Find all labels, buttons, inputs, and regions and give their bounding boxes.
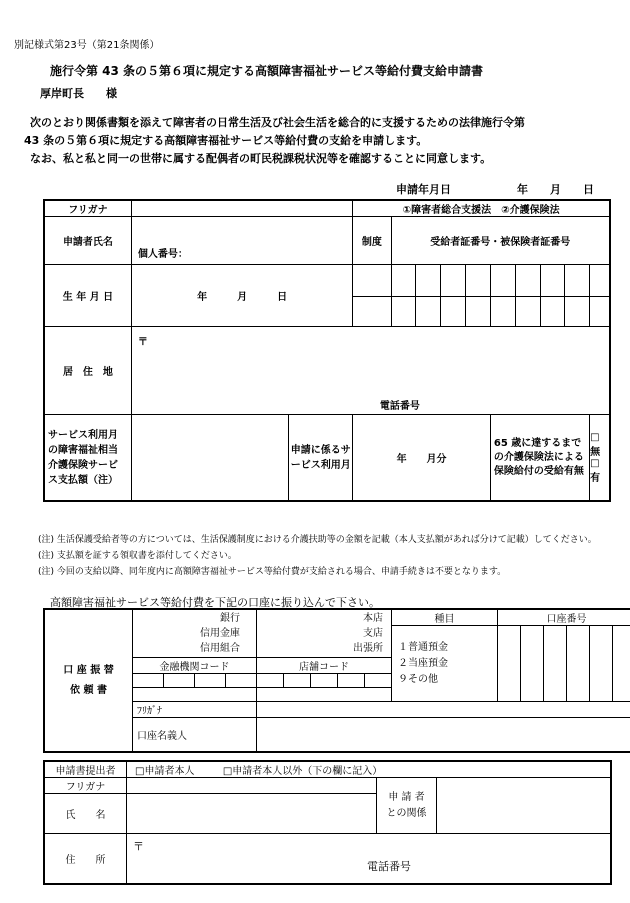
submitter-label: 申請書提出者 <box>45 762 127 778</box>
digit-cell[interactable] <box>391 265 416 297</box>
note-2: (注) 支払額を証する領収書を添付してください。 <box>38 551 237 561</box>
account-digit[interactable] <box>544 626 567 702</box>
bank-code-digit[interactable] <box>195 674 226 688</box>
bank-heading: 高額障害福祉サービス等給付費を下記の口座に振り込んで下さい。 <box>50 596 380 609</box>
dob-label: 生 年 月 日 <box>45 265 132 327</box>
head-office-label: 本店 <box>363 613 384 624</box>
note-3: (注) 今回の支給以降、同年度内に高額障害福祉サービス等給付費が支給される場合、申請手続きは不要となります。 <box>38 567 507 577</box>
holder-furigana-label: ﾌﾘｶﾞﾅ <box>133 702 257 718</box>
submitter-name-field[interactable] <box>127 794 377 834</box>
bank-code-digit[interactable] <box>226 674 257 688</box>
transfer-label: 口 座 振 替 <box>63 664 114 676</box>
intro-line-3: なお、私と私と同一の世帯に属する配偶者の町民税課税状況等を確認することに同意します。 <box>30 152 492 165</box>
digit-cell[interactable] <box>490 265 515 297</box>
relation-label-1: 申 請 者 <box>388 791 425 803</box>
account-number-label: 口座番号 <box>498 610 630 626</box>
addressee: 厚岸町長 様 <box>40 87 117 100</box>
intro-line-1: 次のとおり関係書類を添えて障害者の日常生活及び社会生活を総合的に支援するための法律施行令第 <box>30 116 525 129</box>
applicant-name-label: 申請者氏名 <box>45 217 132 265</box>
digit-cell[interactable] <box>391 297 416 327</box>
age65-label: 65 歳に達するまでの介護保険法による保険給付の受給有無 <box>490 415 589 501</box>
applicant-table <box>44 200 610 501</box>
bank-table <box>44 609 630 752</box>
furigana-field[interactable] <box>131 201 352 217</box>
request-label: 依 頼 書 <box>70 684 107 696</box>
holder-field[interactable] <box>257 718 630 752</box>
savings-option[interactable]: １普通預金 <box>398 641 449 653</box>
submitter-postal-mark: 〒 <box>133 840 144 853</box>
bank-code-digit[interactable] <box>133 674 164 688</box>
relation-label-2: との関係 <box>386 807 427 819</box>
yes-checkbox[interactable]: □有 <box>590 457 601 484</box>
sub-office-label: 出張所 <box>353 643 384 654</box>
digit-cell[interactable] <box>540 297 565 327</box>
system-cell[interactable] <box>353 265 391 297</box>
branch-code-digit[interactable] <box>284 674 311 688</box>
digit-cell[interactable] <box>515 265 540 297</box>
service-amount-label: サービス利用月の障害福祉相当介護保険サービス支払額（注） <box>45 415 132 501</box>
insurance-type-label: ①障害者総合支援法 ②介護保険法 <box>353 201 610 217</box>
branch-code-digit[interactable] <box>311 674 338 688</box>
digit-cell[interactable] <box>590 297 610 327</box>
branch-code-digit[interactable] <box>257 674 284 688</box>
submitter-name-label: 氏 名 <box>45 794 127 834</box>
account-type-options[interactable] <box>392 626 498 702</box>
form-title: 施行令第 43 条の５第６項に規定する高額障害福祉サービス等給付費支給申請書 <box>50 64 484 78</box>
digit-cell[interactable] <box>515 297 540 327</box>
system-label: 制度 <box>353 217 391 265</box>
digit-cell[interactable] <box>590 265 610 297</box>
account-digit[interactable] <box>498 626 521 702</box>
branch-code-digit[interactable] <box>365 674 392 688</box>
intro-line-2: 43 条の５第６項に規定する高額障害福祉サービス等給付費の支給を申請します。 <box>24 134 428 147</box>
bank-label: 銀行 <box>220 613 240 624</box>
address-field[interactable] <box>131 327 609 415</box>
submitter-table <box>44 761 611 884</box>
application-date: 申請年月日 年 月 日 <box>396 183 594 196</box>
account-digit[interactable] <box>567 626 590 702</box>
transfer-request-label <box>45 610 133 752</box>
form-number: 別記様式第23号（第21条関係） <box>14 40 160 51</box>
holder-furigana-field[interactable] <box>257 702 630 718</box>
digit-cell[interactable] <box>466 265 491 297</box>
address-label: 居 住 地 <box>45 327 132 415</box>
branch-code-label: 店舗コード <box>257 658 392 674</box>
branch-code-digit[interactable] <box>338 674 365 688</box>
system-cell[interactable] <box>353 297 391 327</box>
certificate-number-label: 受給者証番号・被保険者証番号 <box>391 217 609 265</box>
postal-mark: 〒 <box>137 337 148 348</box>
relation-field[interactable] <box>437 778 611 834</box>
self-checkbox[interactable]: □申請者本人 <box>135 766 195 777</box>
furigana-label: フリガナ <box>45 201 132 217</box>
other-checkbox[interactable]: □申請者本人以外（下の欄に記入） <box>222 766 383 777</box>
note-1: (注) 生活保護受給者等の方については、生活保護制度における介護扶助等の金額を記載（本人支払額があれば分けて記載）してください。 <box>38 535 597 545</box>
digit-cell[interactable] <box>416 265 441 297</box>
submitter-phone-label: 電話番号 <box>367 860 411 873</box>
submitter-address-label: 住 所 <box>45 834 127 884</box>
digit-cell[interactable] <box>441 297 466 327</box>
bank-code-label: 金融機関コード <box>133 658 257 674</box>
account-digit[interactable] <box>521 626 544 702</box>
account-digit[interactable] <box>613 626 630 702</box>
submitter-furigana-field[interactable] <box>127 778 377 794</box>
submitter-furigana-label: フリガナ <box>45 778 127 794</box>
checking-option[interactable]: ２当座預金 <box>398 657 449 669</box>
account-digit[interactable] <box>590 626 613 702</box>
account-type-label: 種目 <box>392 610 498 626</box>
other-option[interactable]: ９その他 <box>398 673 439 685</box>
none-checkbox[interactable]: □無 <box>590 431 601 458</box>
relation-label <box>377 778 437 834</box>
submitter-address-field[interactable] <box>127 834 611 884</box>
digit-cell[interactable] <box>565 297 590 327</box>
service-amount-field[interactable] <box>131 415 288 501</box>
submitter-options <box>127 762 611 778</box>
holder-label: 口座名義人 <box>133 718 257 752</box>
bank-code-digit[interactable] <box>164 674 195 688</box>
branch-label: 支店 <box>363 628 384 639</box>
digit-cell[interactable] <box>540 265 565 297</box>
digit-cell[interactable] <box>466 297 491 327</box>
phone-label: 電話番号 <box>379 401 420 412</box>
credit-union-label: 信用組合 <box>200 643 240 654</box>
dob-field[interactable]: 年 月 日 <box>131 265 352 327</box>
digit-cell[interactable] <box>490 297 515 327</box>
digit-cell[interactable] <box>565 265 590 297</box>
my-number-field[interactable]: 個人番号： <box>131 217 352 265</box>
service-month-field[interactable]: 年 月分 <box>353 415 491 501</box>
digit-cell[interactable] <box>441 265 466 297</box>
credit-bank-label: 信用金庫 <box>200 628 240 639</box>
bank-name-field[interactable] <box>133 610 257 658</box>
digit-cell[interactable] <box>416 297 441 327</box>
service-month-label: 申請に係るサービス利用月 <box>289 415 353 501</box>
branch-name-field[interactable] <box>257 610 392 658</box>
